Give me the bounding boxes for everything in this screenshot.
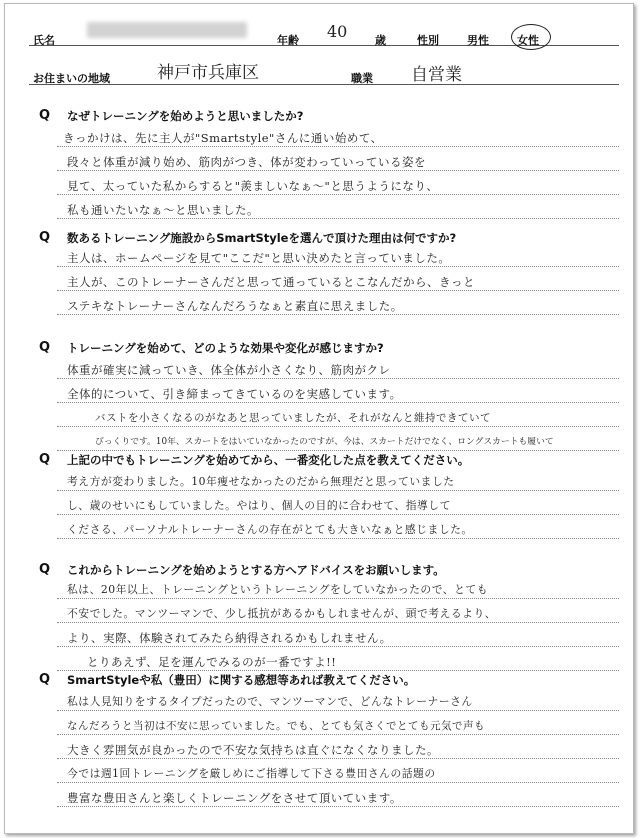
answer-line — [57, 514, 619, 515]
answer-line-text: 私は、20年以上、トレーニングというトレーニングをしていなかったので、とても — [67, 583, 488, 596]
answer-line — [57, 426, 619, 427]
age-label: 年齢 — [277, 34, 299, 47]
question-text: これからトレーニングを始めようとする方へアドバイスをお願いします。 — [67, 563, 445, 577]
answer-line — [57, 622, 619, 623]
answer-line — [57, 146, 619, 147]
area-label: お住まいの地域 — [33, 72, 110, 85]
job-label: 職業 — [351, 72, 373, 85]
answer-line — [57, 290, 619, 291]
gender-male-option: 男性 — [467, 34, 489, 47]
answer-line — [57, 266, 619, 267]
answer-line-text: より、実際、体験されてみたら納得されるかもしれません。 — [67, 631, 392, 645]
answer-line — [57, 538, 619, 539]
answer-line — [57, 450, 619, 451]
answer-line — [57, 170, 619, 171]
header-row-area — [29, 84, 619, 85]
answer-line-text: 豊富な豊田さんと楽しくトレーニングをさせて頂いています。 — [67, 791, 402, 805]
answer-line — [57, 806, 619, 807]
area-value: 神戸市兵庫区 — [157, 63, 259, 83]
answer-line-text: 大きく雰囲気が良かったので不安な気持ちは直ぐになくなりました。 — [67, 743, 439, 757]
gender-female-circle-mark — [511, 24, 551, 50]
question-mark: Q — [39, 452, 51, 467]
answer-line — [57, 490, 619, 491]
answer-line-text: 体重が確実に減っていき、体全体が小さくなり、筋肉がクレ — [67, 363, 391, 377]
answer-line — [57, 218, 619, 219]
answer-line — [57, 194, 619, 195]
gender-label: 性別 — [417, 34, 439, 47]
age-unit: 歳 — [375, 34, 386, 47]
question-text: 数あるトレーニング施設からSmartStyleを選んで頂けた理由は何ですか? — [67, 231, 457, 245]
answer-line-text: バストを小さくなるのがなあと思っていましたが、それがなんと維持できていて — [95, 412, 491, 424]
question-text: トレーニングを始めて、どのような効果や変化が感じますか? — [67, 341, 384, 355]
job-value: 自営業 — [411, 65, 462, 85]
answer-line-text: 主人が、このトレーナーさんだと思って通っているとこなんだから、きっと — [67, 275, 475, 289]
answer-line-text: くださる、パーソナルトレーナーさんの存在がとても大きいなぁと感じました。 — [67, 523, 473, 536]
question-text: 上記の中でもトレーニングを始めてから、一番変化した点を教えてください。 — [67, 453, 470, 467]
answer-line — [57, 402, 619, 403]
answer-line-text: 見て、太っていた私からすると"羨ましいなぁ〜"と思うようになり、 — [67, 179, 439, 193]
name-label: 氏名 — [33, 34, 55, 47]
question-mark: Q — [39, 230, 51, 245]
answer-line-text: 私も通いたいなぁ〜と思いました。 — [67, 203, 259, 217]
answer-line-text: とりあえず、足を運んでみるのが一番ですよ!! — [87, 655, 337, 669]
age-value: 40 — [327, 22, 348, 41]
answer-line-text: 全体的について、引き締まってきているのを実感しています。 — [67, 387, 402, 401]
answer-line — [57, 314, 619, 315]
answer-line-text: びっくりです。10年、スカートをはいていなかったのですが、今は、スカートだけでなく、ロングスカートも履いて — [95, 437, 554, 447]
answer-line-text: 主人は、ホームページを見て"ここだ"と思い決めたと言っていました。 — [67, 251, 451, 265]
questionnaire-sheet — [4, 3, 634, 834]
name-value-redacted — [87, 22, 247, 38]
answer-line-text: ステキなトレーナーさんなんだろうなぁと素直に思えました。 — [67, 299, 403, 313]
answer-line-text: きっかけは、先に主人が"Smartstyle"さんに通い始めて、 — [63, 131, 383, 145]
answer-line — [57, 670, 619, 671]
answer-line — [57, 710, 619, 711]
answer-line-text: し、歳のせいにもしていました。やはり、個人の目的に合わせて、指導して — [67, 499, 451, 512]
answer-line-text: 段々と体重が減り始め、筋肉がつき、体が変わっていっている姿を — [67, 155, 426, 169]
answer-line — [57, 598, 619, 599]
answer-line — [57, 734, 619, 735]
question-mark: Q — [39, 672, 51, 687]
answer-line-text: 不安でした。マンツーマンで、少し抵抗があるかもしれませんが、頭で考えるより、 — [67, 607, 497, 620]
answer-line-text: 今では週1回トレーニングを厳しめにご指導して下さる豊田さんの話題の — [67, 767, 436, 780]
question-mark: Q — [39, 108, 51, 123]
answer-line — [57, 782, 619, 783]
answer-line-text: なんだろうと当初は不安に思っていました。でも、とても気さくでとても元気で声も — [67, 720, 485, 732]
gender-female-option: 女性 — [517, 34, 539, 47]
answer-line-text: 考え方が変わりました。10年痩せなかったのだから無理だと思っていました — [67, 475, 455, 488]
answer-line — [57, 758, 619, 759]
question-mark: Q — [39, 562, 51, 577]
answer-line-text: 私は人見知りをするタイプだったので、マンツーマンで、どんなトレーナーさん — [67, 695, 473, 708]
question-text: SmartStyleや私（豊田）に関する感想等あれば教えてください。 — [67, 673, 416, 687]
answer-line — [57, 378, 619, 379]
question-mark: Q — [39, 340, 51, 355]
question-text: なぜトレーニングを始めようと思いましたか? — [67, 109, 304, 123]
answer-line — [57, 646, 619, 647]
